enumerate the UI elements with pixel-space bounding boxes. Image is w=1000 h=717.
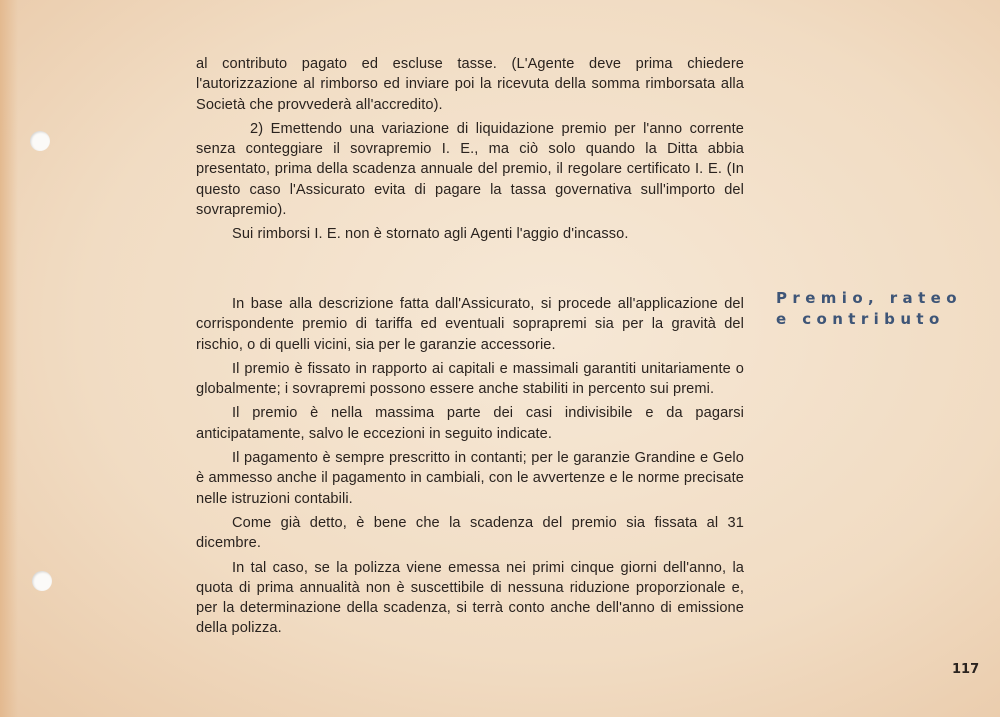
paragraph-scadenza: Come già detto, è bene che la scadenza del premio sia fissata al 31 dicembre.: [196, 514, 744, 552]
section-premio: [196, 294, 744, 643]
paragraph-capitali: Il premio è fissato in rapporto ai capitali e massimali garantiti unitariamente o globalmente; i sovrapremi possono essere anche stabiliti in percento sui premi.: [196, 360, 744, 398]
side-heading: [776, 288, 982, 330]
binder-hole-bottom: [32, 571, 52, 591]
paragraph-continuation: al contributo pagato ed escluse tasse. (L'Agente deve prima chiedere l'autorizzazione al rimborso ed inviare poi la ricevuta della somma rimborsata alla Società che provvederà all'accredito).: [196, 56, 744, 113]
side-heading-line2: e contributo: [776, 310, 945, 328]
paragraph-pagamento: Il pagamento è sempre prescritto in contanti; per le garanzie Grandine e Gelo è ammesso anche il pagamento in cambiali, con le avvertenze e le norme precisate nelle istruzioni contabili.: [196, 450, 744, 507]
paragraph-variazione: 2) Emettendo una variazione di liquidazione premio per l'anno corrente senza conteggiare il sovrapremio I. E., ma ciò solo quando la Ditta abbia presentato, prima della scadenza annuale del premio, il regolare certificato I. E. (In questo caso l'Assicurato evita di pagare la tassa governativa sull'importo del sovrapremio).: [196, 120, 744, 219]
page-edge-shadow: [0, 0, 18, 717]
paragraph-annualita: In tal caso, se la polizza viene emessa nei primi cinque giorni dell'anno, la quota di prima annualità non è suscettibile di nessuna riduzione proporzionale e, per la determinazione della scadenza, si terrà conto anche dell'anno di emissione della polizza.: [196, 559, 744, 637]
binder-hole-top: [30, 131, 50, 151]
paragraph-indivisibile: Il premio è nella massima parte dei casi indivisibile e da pagarsi anticipatamente, salvo le eccezioni in seguito indicate.: [196, 405, 744, 442]
section-rimborsi: [196, 54, 744, 249]
paragraph-aggio: Sui rimborsi I. E. non è stornato agli Agenti l'aggio d'incasso.: [232, 226, 629, 243]
side-heading-line1: Premio, rateo: [776, 289, 962, 307]
page-number: 117: [952, 662, 980, 677]
paragraph-descrizione: In base alla descrizione fatta dall'Assicurato, si procede all'applicazione del corrispondente premio di tariffa ed eventuali soprapremi sia per la gravità del rischio, o di quelli vicini, sia per le garanzie accessorie.: [196, 296, 744, 353]
